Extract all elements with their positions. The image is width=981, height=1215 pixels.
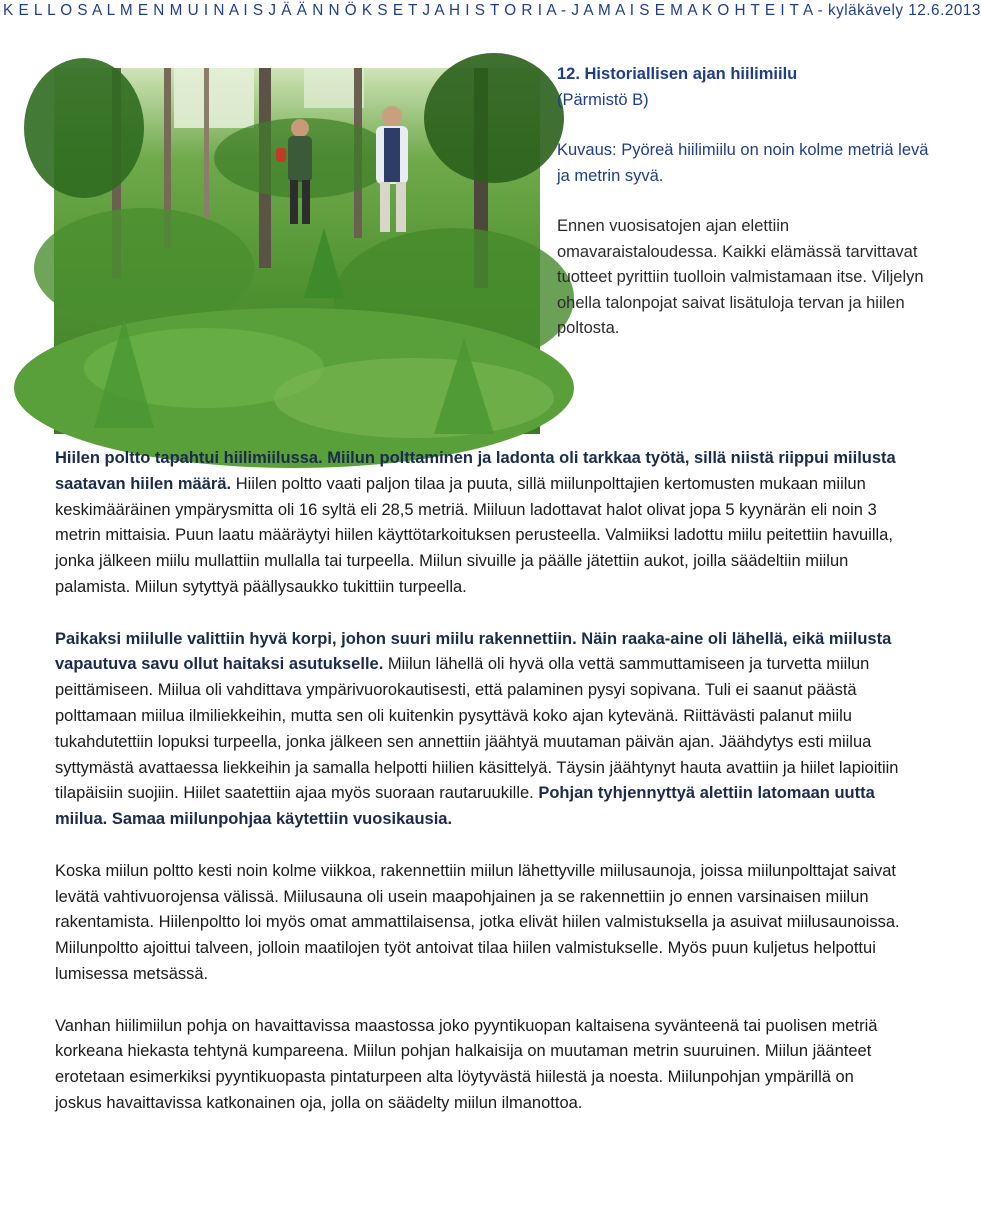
forest-photo bbox=[54, 68, 540, 434]
paragraph-2 bbox=[55, 627, 905, 833]
paragraph-3: Koska miilun poltto kesti noin kolme viikkoa, rakennettiin miilun lähettyville miilusaunoja, joissa miilunpolttajat saivat levätä vahtivuorojensa välissä. Miilusauna oli usein maapohjainen ja se rakennettiin jo ennen varsinaisen miilun rakentamista. Hiilenpoltto loi myös omat ammattilaisensa, jotka elivät hiilen valmistuksella ja asuivat miilusaunoissa. Miilunpoltto ajoittui talveen, jolloin maatilojen työt antoivat tilaa hiilen valmistukselle. Myös puun kuljetus helpottui lumisessa metsässä. bbox=[55, 861, 900, 983]
description-text: Pyöreä hiilimiilu on noin kolme metriä levä ja metrin syvä. bbox=[557, 141, 929, 185]
paragraph-1 bbox=[55, 446, 905, 601]
page-header bbox=[3, 2, 981, 20]
foliage bbox=[34, 208, 254, 328]
header-date: kyläkävely 12.6.2013 bbox=[827, 2, 981, 19]
forest-photo-illustration bbox=[54, 68, 540, 434]
sky-patch bbox=[174, 68, 254, 128]
header-title: K E L L O S A L M E N M U I N A I S J Ä Ä N N Ö K S E T J A H I S T O R I A - J A M A I S E M A K O H T E I T A bbox=[3, 2, 813, 19]
site-intro: Ennen vuosisatojen ajan elettiin omavaraistaloudessa. Kaikki elämässä tarvittavat tuotteet pyrittiin tuolloin valmistamaan itse. Viljelyn ohella talonpojat saivat lisätuloja tervan ja hiilen poltosta. bbox=[557, 217, 924, 337]
foliage bbox=[24, 58, 144, 198]
paragraph-2-text: Miilun lähellä oli hyvä olla vettä sammuttamiseen ja turvetta miilun peittämiseen. Miilua oli vahdittava ympärivuorokautisesti, että palaminen pysyi sopivana. Tuli ei saanut päästä polttamaan miilua ilmiliekkeihin, mutta sen oli kuitenkin pysyttävä koko ajan kytevänä. Riittävästi palanut miilu tukahdutettiin lopuksi turpeella, jonka jälkeen sen annettiin jäähtyä muutaman päivän ajan. Jäähdytys esti miilua syttymästä avattaessa liekkeihin ja samalla helpotti hiilien käsittelyä. Täysin jäähtynyt hauta avattiin ja hiilet lapioitiin tilapäisiin suojiin. Hiilet saatettiin ajaa myös suoraan rautaruukille. bbox=[55, 655, 899, 803]
description-label: Kuvaus: bbox=[557, 141, 617, 159]
site-heading bbox=[557, 62, 942, 113]
site-subtitle: (Pärmistö B) bbox=[557, 90, 649, 109]
tree-trunk bbox=[204, 68, 209, 218]
paragraph-4: Vanhan hiilimiilun pohja on havaittavissa maastossa joko pyyntikuopan kaltaisena syvänteenä tai puolisen metriä korkeana hiekasta tehtynä kumpareena. Miilun pohjan halkaisija on muutaman metrin suuruinen. Miilun jäänteet erotetaan esimerkiksi pyyntikuopasta pintaturpeen alta löytyvästä hiilestä ja noesta. Miilunpohjan ympärillä on joskus havaittavissa katkonainen oja, jolla on säädelty miilun ilmanottoa. bbox=[55, 1016, 878, 1112]
paragraph-2-closing: Pohjan tyhjennyttyä alettiin latomaan uutta miilua. Samaa miilunpohjaa käytettiin vuosikausia. bbox=[55, 784, 875, 829]
grass bbox=[274, 358, 554, 438]
paragraph-1-text: Hiilen poltto vaati paljon tilaa ja puuta, sillä miilunpolttajien kertomusten mukaan miilun keskimääräinen ympärysmitta oli 16 syltä eli 28,5 metriä. Miiluun ladottavat halot olivat jopa 5 kyynärän eli noin 3 metrin mittaisia. Puun laatu määräytyi hiilen käyttötarkoituksen perusteella. Valmiiksi ladottu miilu peitettiin havuilla, jonka jälkeen miilu mullattiin mullalla tai turpeella. Miilun sivuille ja päälle jätettiin aukot, joilla säädeltiin miilun palamista. Miilun sytyttyä päällysaukko tukittiin turpeella. bbox=[55, 474, 893, 596]
paragraph-1-lead: Hiilen poltto tapahtui hiilimiilussa. Miilun polttaminen ja ladonta oli tarkkaa työtä, sillä niistä riippui miilusta saatavan hiilen määrä. bbox=[55, 449, 896, 493]
article-body bbox=[55, 446, 905, 1143]
foliage bbox=[424, 53, 564, 183]
site-title: 12. Historiallisen ajan hiilimiilu bbox=[557, 65, 798, 83]
header-separator: - bbox=[812, 2, 828, 19]
paragraph-2-lead: Paikaksi miilulle valittiin hyvä korpi, johon suuri miilu rakennettiin. Näin raaka-aine oli lähellä, eikä miilusta vapautuva savu ollut haitaksi asutukselle. bbox=[55, 629, 892, 674]
site-info-column bbox=[557, 62, 942, 367]
site-description bbox=[557, 138, 942, 189]
